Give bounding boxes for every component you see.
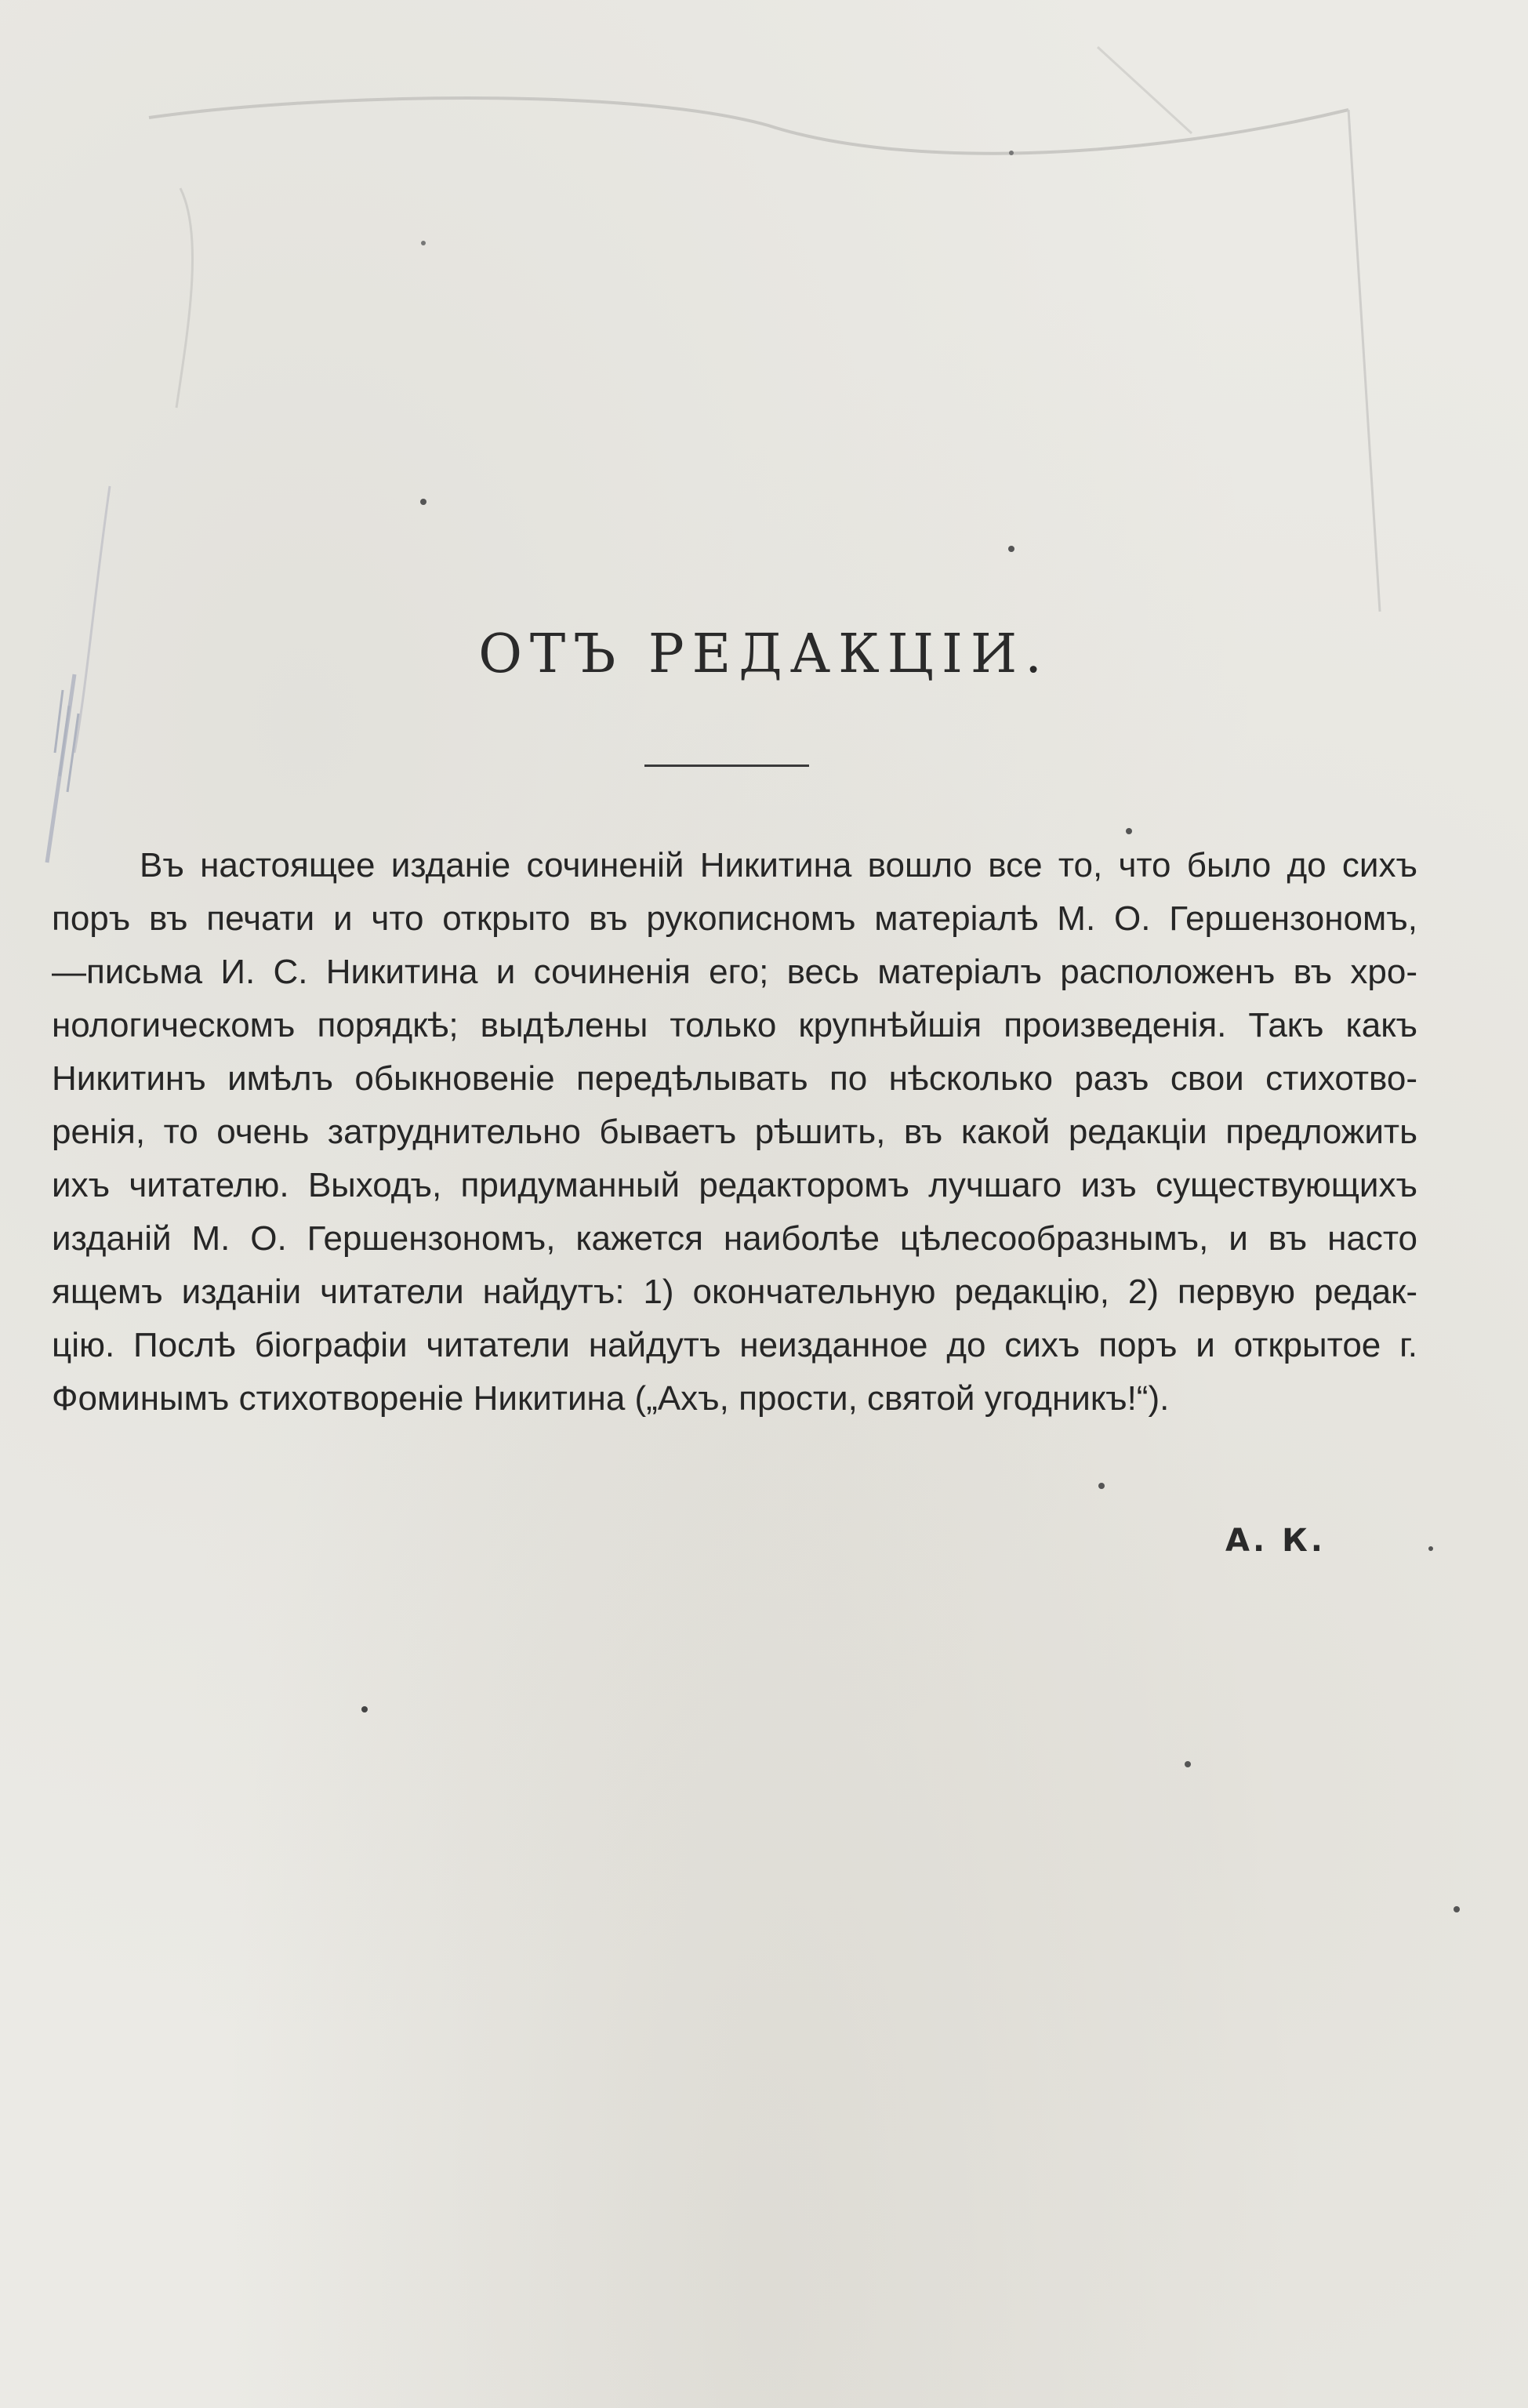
paragraph-line: Фоминымъ стихотвореніе Никитина („Ахъ, прости, святой угодникъ!“). <box>52 1379 1170 1418</box>
paragraph-line: ренія, то очень затруднительно бываетъ рѣшить, въ какой редакціи предложить <box>52 1113 1417 1151</box>
paragraph-line: Въ настоящее изданіе сочиненій Никитина вошло все то, что было до сихъ <box>140 846 1417 884</box>
paragraph-line: поръ въ печати и что открыто въ рукописномъ матеріалѣ М. О. Гершензономъ, <box>52 899 1417 938</box>
page-title: ОТЪ РЕДАКЦІИ. <box>478 623 1050 685</box>
paragraph-line: ихъ читателю. Выходъ, придуманный редакторомъ лучшаго изъ существующихъ <box>52 1166 1417 1204</box>
paragraph-line: ящемъ изданіи читатели найдутъ: 1) окончательную редакцію, 2) первую редак- <box>52 1273 1417 1311</box>
paragraph-line: изданій М. О. Гершензономъ, кажется наиболѣе цѣлесообразнымъ, и въ насто <box>52 1219 1417 1258</box>
paragraph-line: нологическомъ порядкѣ; выдѣлены только крупнѣйшія произведенія. Такъ какъ <box>52 1006 1417 1044</box>
title-divider <box>644 765 809 767</box>
paragraph-line: Никитинъ имѣлъ обыкновеніе передѣлывать по нѣсколько разъ свои стихотво- <box>52 1059 1417 1098</box>
editorial-paragraph <box>52 839 1417 1426</box>
signature-initials: А. К. <box>1225 1523 1326 1559</box>
paragraph-line: —письма И. С. Никитина и сочиненія его; весь матеріалъ расположенъ въ хро- <box>52 953 1417 991</box>
paragraph-line: цію. Послѣ біографіи читатели найдутъ неизданное до сихъ поръ и открытое г. <box>52 1326 1417 1364</box>
